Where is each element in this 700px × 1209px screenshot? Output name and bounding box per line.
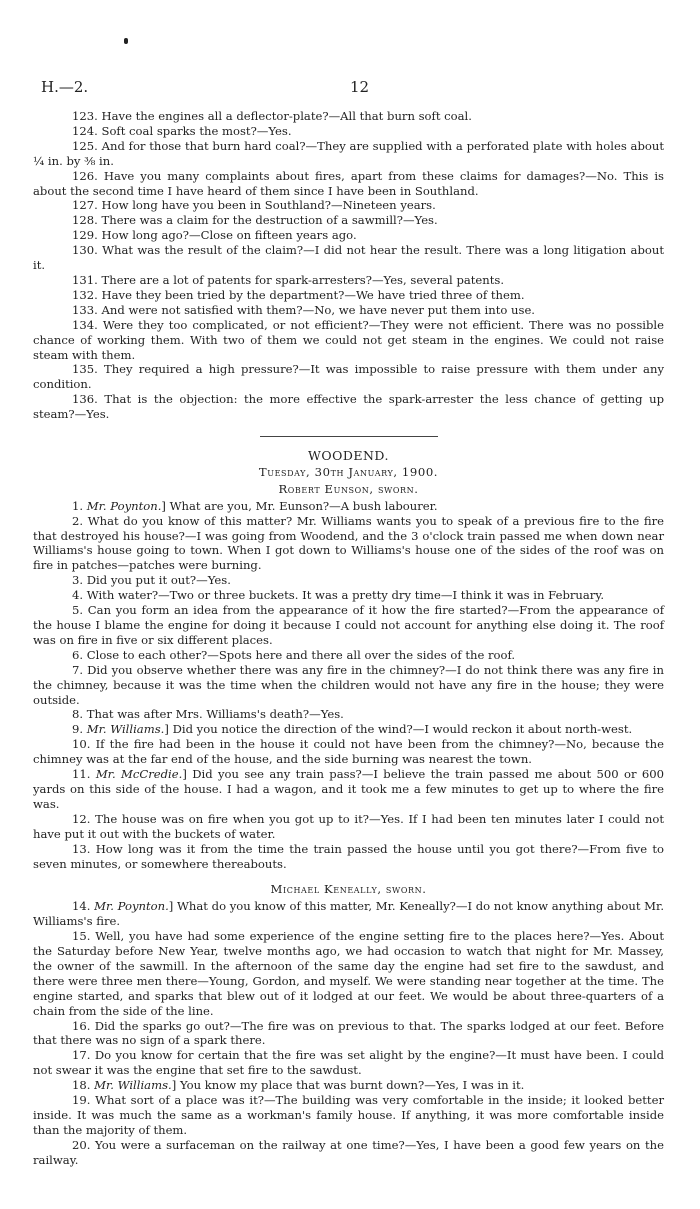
paragraph-text: 4. With water?—Two or three buckets. It was a pretty dry time—I think it was in February. xyxy=(72,588,605,603)
paragraph-text: 6. Close to each other?—Spots here and there all over the sides of the roof. xyxy=(72,647,516,662)
speaker-name: Mr. Poynton. xyxy=(94,899,169,914)
paragraph-text: ] What do you know of this matter, Mr. Keneally?—I do not know anything about Mr. Williams's fire. xyxy=(33,899,664,929)
speaker-name: Mr. Williams. xyxy=(86,722,165,737)
paragraph-text: 13. How long was it from the time the train passed the house until you got there?—From five to seven minutes, or somewhere thereabouts. xyxy=(33,841,664,871)
paragraph-text: 9. xyxy=(72,722,87,737)
paragraph-text: 18. xyxy=(72,1078,95,1093)
testimony-paragraph xyxy=(33,707,664,722)
testimony-paragraph: 131. There are a lot of patents for spark-arresters?—Yes, several patents. xyxy=(72,272,505,287)
testimony-paragraph: 134. Were they too complicated, or not efficient?—They were not efficient. There was no possible chance of working them. With two of them we could not get steam in the engines. We could not raise steam with them. xyxy=(33,317,664,362)
testimony-paragraph: 123. Have the engines all a deflector-plate?—All that burn soft coal. xyxy=(72,109,472,123)
paragraph-text: 10. If the fire had been in the house it could not have been from the chimney?—No, because the chimney was at the far end of the house, and the side burning was nearest the town. xyxy=(33,737,664,767)
paragraph-text: 11. xyxy=(72,767,96,782)
testimony-paragraph xyxy=(33,663,664,708)
testimony-paragraph xyxy=(33,588,664,603)
testimony-paragraph: 133. And were not satisfied with them?—No, we have never put them into use. xyxy=(72,302,535,317)
testimony-paragraph xyxy=(33,1093,664,1138)
testimony-section-keneally xyxy=(33,899,664,1167)
paragraph-text: 14. xyxy=(72,899,95,914)
paragraph-text: 8. That was after Mrs. Williams's death?—Yes. xyxy=(72,707,344,722)
witness-heading: Robert Eunson, sworn. xyxy=(278,481,419,496)
paragraph-text: ] Did you see any train pass?—I believe the train passed me about 500 or 600 yards on this side of the house. I had a wagon, and it took me a few minutes to get up to where the fire was. xyxy=(33,767,665,811)
testimony-paragraph xyxy=(33,648,664,663)
report-code: H.—2. xyxy=(41,78,89,96)
paragraph-text: ] Did you notice the direction of the wind?—I would reckon it about north-west. xyxy=(164,722,633,737)
testimony-paragraph xyxy=(33,514,664,574)
paragraph-text: 17. Do you know for certain that the fire was set alight by the engine?—It must have been. I could not swear it was the engine that set fire to the sawdust. xyxy=(33,1048,664,1078)
paragraph-text: 2. What do you know of this matter? Mr. Williams wants you to speak of a previous fire to the fire that destroyed his house?—I was going from Woodend, and the 3 o'clock train passed me when down near Williams's house going to town. When I got down to Williams's house one of the sides of the roof was on fire in patches—patches were burning. xyxy=(33,513,664,573)
testimony-paragraph xyxy=(33,1078,664,1093)
testimony-paragraph xyxy=(33,737,664,767)
testimony-paragraph: 129. How long ago?—Close on fifteen years ago. xyxy=(72,228,357,243)
page-body xyxy=(33,109,664,1168)
testimony-paragraph: 127. How long have you been in Southland?—Nineteen years. xyxy=(72,198,436,213)
testimony-paragraph xyxy=(33,499,664,514)
speaker-name: Mr. Williams. xyxy=(94,1078,172,1093)
date-heading: Tuesday, 30th January, 1900. xyxy=(258,464,439,479)
testimony-paragraph xyxy=(33,573,664,588)
testimony-paragraph xyxy=(33,1138,664,1168)
paragraph-text: ] What are you, Mr. Eunson?—A bush labourer. xyxy=(161,498,438,513)
testimony-paragraph: 126. Have you many complaints about fires, apart from these claims for damages?—No. This is about the second time I have heard of them since I have been in Southland. xyxy=(33,168,664,198)
paragraph-text: 20. You were a surfaceman on the railway at one time?—Yes, I have been a good few years on the railway. xyxy=(33,1137,664,1167)
paragraph-text: 3. Did you put it out?—Yes. xyxy=(72,573,231,588)
testimony-paragraph: 136. That is the objection: the more effective the spark-arrester the less chance of getting up steam?—Yes. xyxy=(33,392,664,422)
testimony-section-southland xyxy=(33,109,664,422)
page-header xyxy=(41,78,661,98)
paragraph-text: ] You know my place that was burnt down?—Yes, I was in it. xyxy=(171,1078,525,1093)
testimony-paragraph xyxy=(33,812,664,842)
paragraph-text: 12. The house was on fire when you got up to it?—Yes. If I had been ten minutes later I could not have put it out with the buckets of water. xyxy=(33,811,664,841)
testimony-paragraph xyxy=(33,899,664,929)
paragraph-text: 16. Did the sparks go out?—The fire was on previous to that. The sparks lodged at our feet. Before that there was no sign of a spark there. xyxy=(33,1018,664,1048)
testimony-paragraph: 132. Have they been tried by the department?—We have tried three of them. xyxy=(72,287,525,302)
paragraph-text: 19. What sort of a place was it?—The building was very comfortable in the inside; it looked better inside. It was much the same as a workman's family house. If anything, it was more comfortable inside than the majority of them. xyxy=(33,1093,664,1137)
speaker-name: Mr. Poynton. xyxy=(86,498,162,513)
page-number: 12 xyxy=(350,78,370,96)
speaker-name: Mr. McCredie. xyxy=(95,767,183,782)
testimony-paragraph xyxy=(33,1019,664,1049)
testimony-paragraph xyxy=(33,842,664,872)
paragraph-text: 1. xyxy=(72,498,87,513)
place-heading: WOODEND. xyxy=(308,448,389,464)
testimony-paragraph xyxy=(33,722,664,737)
witness-heading: Michael Keneally, sworn. xyxy=(270,882,427,897)
testimony-paragraph: 135. They required a high pressure?—It was impossible to raise pressure with them under any condition. xyxy=(33,362,664,392)
testimony-paragraph: 125. And for those that burn hard coal?—They are supplied with a perforated plate with holes about ¼ in. by ⅜ in. xyxy=(33,138,664,168)
section-divider xyxy=(260,436,438,437)
testimony-paragraph xyxy=(33,603,664,648)
paragraph-text: 15. Well, you have had some experience of the engine setting fire to the places here?—Yes. About the Saturday before New Year, twelve months ago, we had occasion to watch that night for Mr. Massey, the owner of the sawmill. In the afternoon of the same day the engine had set fire to the sawdust, and there were three men there—Young, Gordon, and myself. We were standing near together at the time. The engine started, and sparks that blew out of it lodged at our feet. We would be about three-quarters of a chain from the side of the line. xyxy=(33,929,664,1018)
ink-mark xyxy=(124,38,128,44)
testimony-paragraph xyxy=(33,767,664,812)
testimony-paragraph xyxy=(33,929,664,1018)
testimony-paragraph: 124. Soft coal sparks the most?—Yes. xyxy=(72,123,292,138)
testimony-section-eunson xyxy=(33,499,664,872)
testimony-paragraph: 128. There was a claim for the destruction of a sawmill?—Yes. xyxy=(72,213,438,228)
testimony-paragraph xyxy=(33,1048,664,1078)
paragraph-text: 5. Can you form an idea from the appearance of it how the fire started?—From the appearance of the house I blame the engine for doing it because I could not account for anything else doing it. The roof was on fire in five or six different places. xyxy=(33,603,664,647)
testimony-paragraph: 130. What was the result of the claim?—I did not hear the result. There was a long litigation about it. xyxy=(33,243,664,273)
paragraph-text: 7. Did you observe whether there was any fire in the chimney?—I do not think there was any fire in the chimney, because it was the time when the children would not have any fire in the house; they were outside. xyxy=(33,662,664,707)
